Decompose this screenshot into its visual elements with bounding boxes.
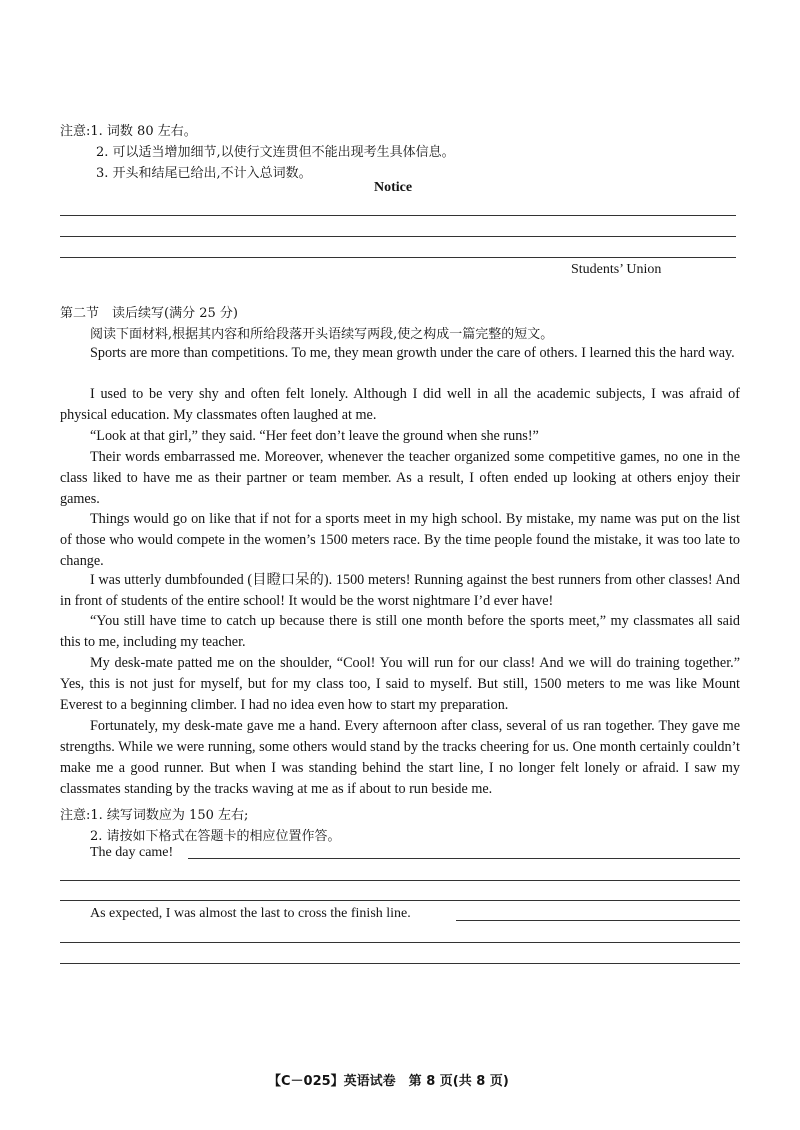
- page-footer: 【C－025】英语试卷 第 8 页(共 8 页): [268, 1074, 509, 1089]
- writing-line: [60, 880, 740, 881]
- writing-line: [60, 257, 736, 258]
- notice-signature: Students’ Union: [571, 262, 662, 277]
- writing-line: [60, 900, 740, 901]
- story-paragraph-1: Sports are more than competitions. To me, they mean growth under the care of others. I learned this the hard way.: [90, 345, 735, 361]
- writing-line: [60, 963, 740, 964]
- story-paragraph-3: “Look at that girl,” they said. “Her feet don’t leave the ground when she runs!”: [90, 428, 539, 444]
- writing-line: [60, 236, 736, 237]
- continuation-note-1: 注意:1. 续写词数应为 150 左右;: [60, 808, 249, 823]
- note-line-1: 注意:1. 词数 80 左右。: [60, 124, 197, 139]
- story-paragraph-9: Fortunately, my desk-mate gave me a hand. Every afternoon after class, several of us ran together. They gave me strengths. While we were running, some others would stand by the tracks cheering for us. One month certainly couldn’t make me a good runner. But when I was standing behind the start line, I no longer felt lonely or afraid. I saw my classmates standing by the tracks waving at me as if about to run beside me.: [60, 718, 740, 797]
- continuation-start-1: The day came!: [90, 845, 174, 860]
- writing-line: [188, 858, 740, 859]
- story-paragraph-5: Things would go on like that if not for a sports meet in my high school. By mistake, my name was put on the list of those who would compete in the women’s 1500 meters race. By the time people found the mistake, it was too late to change.: [60, 511, 740, 569]
- writing-line: [456, 920, 740, 921]
- continuation-note-2: 2. 请按如下格式在答题卡的相应位置作答。: [90, 829, 341, 844]
- story-paragraph-4: Their words embarrassed me. Moreover, whenever the teacher organized some competitive games, no one in the class liked to have me as their partner or team member. As a result, I often ended up looking at others enjoy their games.: [60, 449, 740, 507]
- note-line-2: 2. 可以适当增加细节,以使行文连贯但不能出现考生具体信息。: [96, 145, 455, 160]
- continuation-start-2: As expected, I was almost the last to cross the finish line.: [90, 906, 411, 921]
- notice-title: Notice: [374, 180, 413, 195]
- writing-line: [60, 942, 740, 943]
- writing-line: [60, 215, 736, 216]
- section-heading: 第二节 读后续写(满分 25 分): [60, 306, 238, 321]
- story-paragraph-8: My desk-mate patted me on the shoulder, “Cool! You will run for our class! And we will do training together.” Yes, this is not just for myself, but for my class too, I said to myself. But still, 1500 meters to me was like Mount Everest to a beginning climber. I had no idea even how to start my preparation.: [60, 655, 740, 713]
- story-paragraph-7: “You still have time to catch up because there is still one month before the sports meet,” my classmates all said this to me, including my teacher.: [60, 613, 740, 650]
- note-line-3: 3. 开头和结尾已给出,不计入总词数。: [96, 166, 312, 181]
- instruction: 阅读下面材料,根据其内容和所给段落开头语续写两段,使之构成一篇完整的短文。: [90, 327, 554, 342]
- story-paragraph-6: I was utterly dumbfounded (目瞪口呆的). 1500 meters! Running against the best runners from other classes! And in front of students of the entire school! It would be the worst nightmare I’d ever have!: [60, 572, 740, 609]
- story-paragraph-2: I used to be very shy and often felt lonely. Although I did well in all the academic subjects, I was afraid of physical education. My classmates often laughed at me.: [60, 386, 740, 423]
